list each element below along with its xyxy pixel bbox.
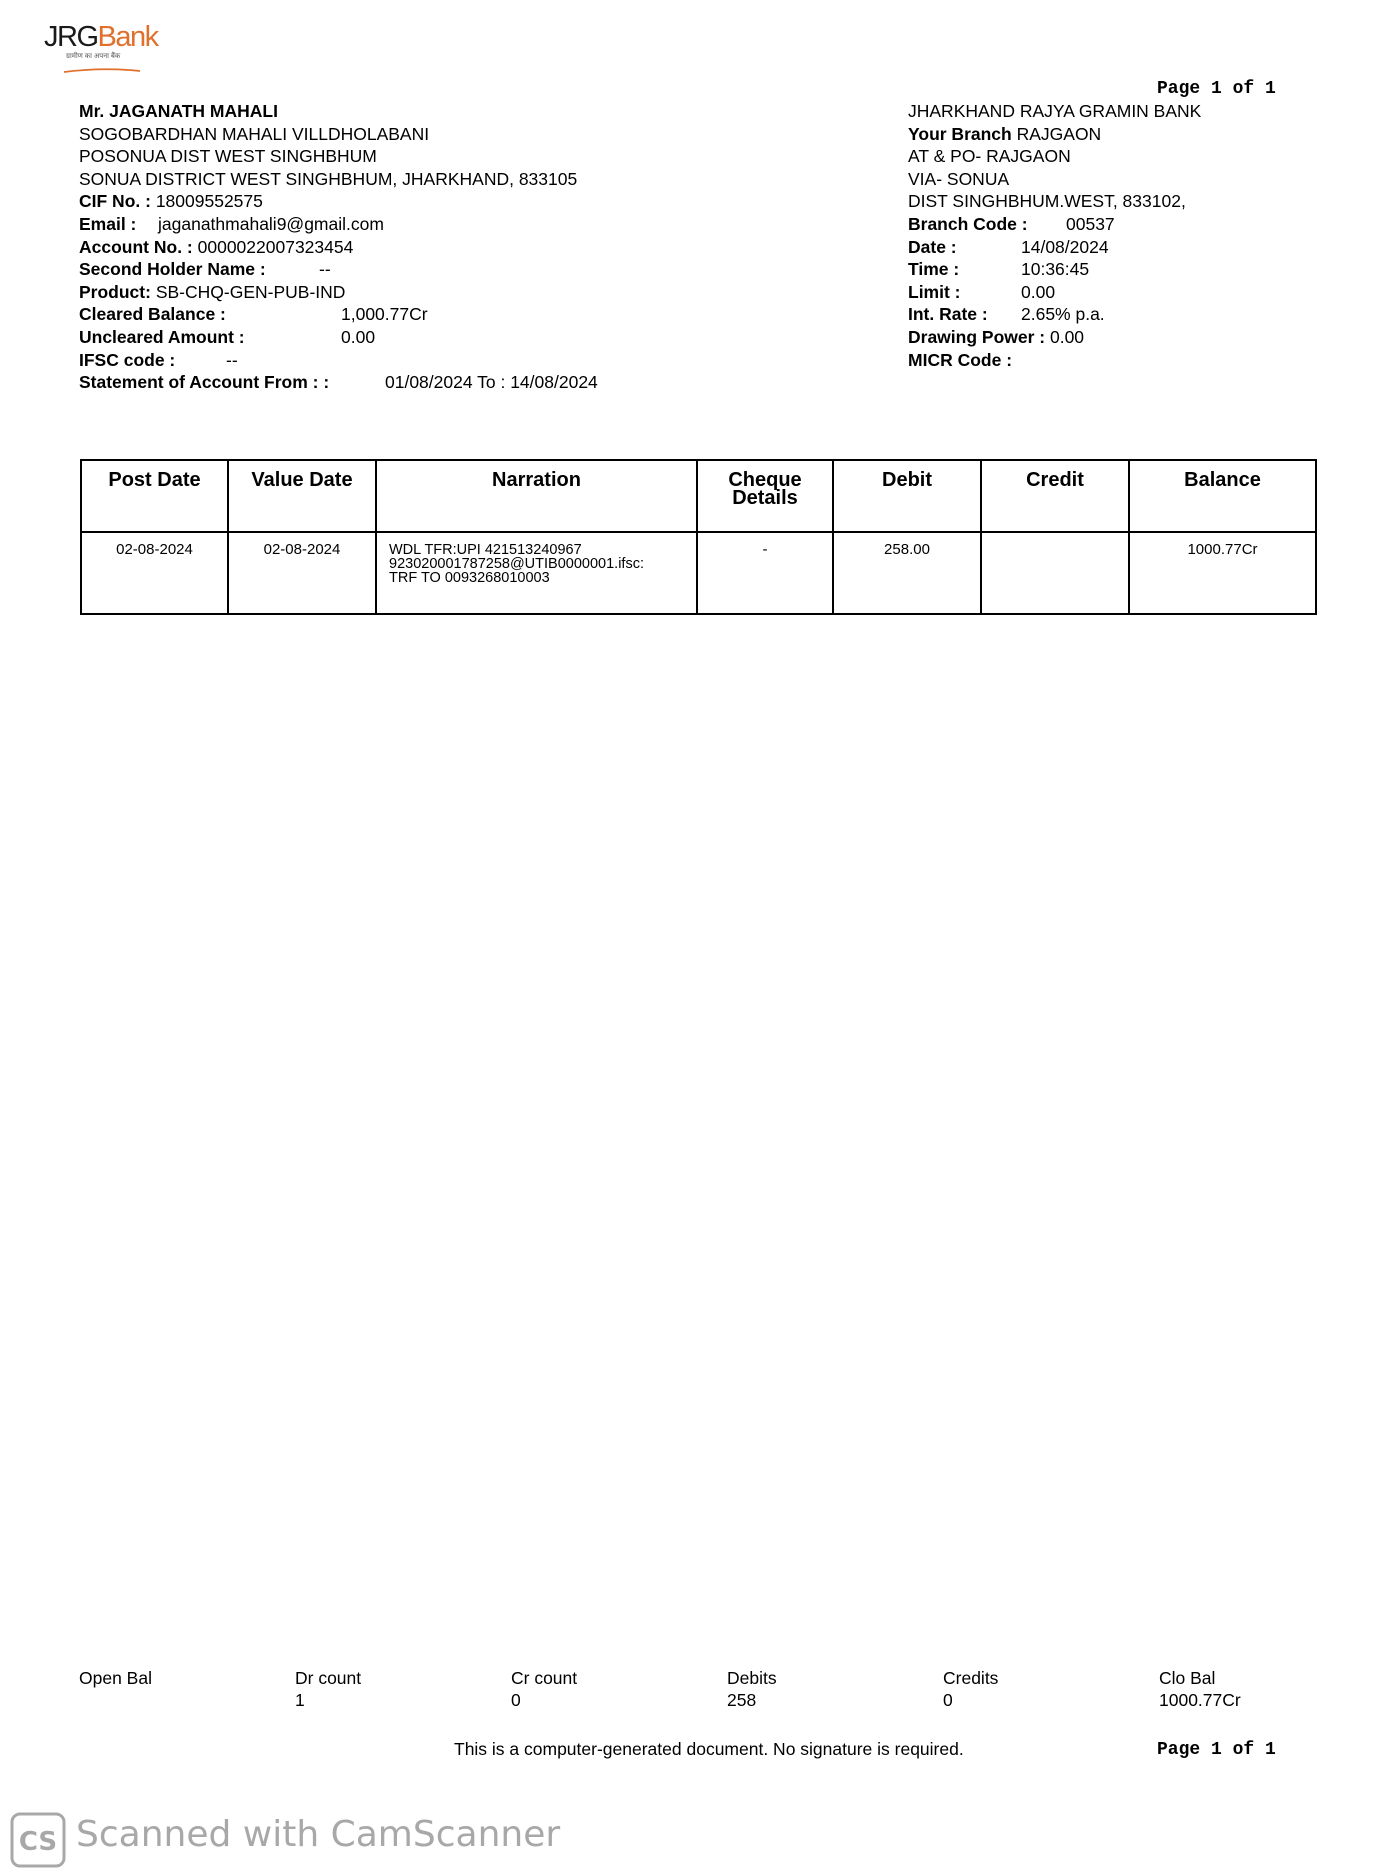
cr-count-value: 0: [511, 1690, 521, 1710]
clo-bal-label: Clo Bal: [1159, 1668, 1216, 1688]
limit-value: 0.00: [1021, 281, 1056, 302]
cell-credit: [981, 532, 1129, 614]
computer-generated-note: This is a computer-generated document. No signature is required.: [454, 1739, 964, 1759]
statement-period-label: Statement of Account From : :: [79, 372, 330, 393]
transactions-table: [80, 459, 1317, 615]
logo-tagline: ग्रामीण का अपना बैंक: [66, 53, 121, 60]
cell-value-date: 02-08-2024: [228, 532, 376, 614]
header-balance: Balance: [1129, 460, 1316, 532]
credits-value: 0: [943, 1690, 953, 1710]
header-debit: Debit: [833, 460, 981, 532]
branch-code-value: 00537: [1066, 213, 1115, 234]
drawing-power-field: Drawing Power : 0.00: [908, 326, 1085, 347]
int-rate-value: 2.65% p.a.: [1021, 304, 1105, 325]
ifsc-label: IFSC code :: [79, 349, 176, 370]
dr-count-label: Dr count: [295, 1668, 362, 1688]
uncleared-amount-value: 0.00: [341, 326, 376, 347]
time-label: Time :: [908, 259, 960, 280]
header-post-date: Post Date: [81, 460, 228, 532]
cell-debit: 258.00: [833, 532, 981, 614]
cleared-balance-value: 1,000.77Cr: [341, 304, 428, 325]
dr-count-value: 1: [295, 1690, 305, 1710]
customer-address-line3: SONUA DISTRICT WEST SINGHBHUM, JHARKHAND, 833105: [79, 168, 578, 189]
your-branch-field: Your Branch RAJGAON: [908, 123, 1102, 144]
branch-address-line3: DIST SINGHBHUM.WEST, 833102,: [908, 191, 1186, 212]
credits-label: Credits: [943, 1668, 999, 1688]
email-label: Email :: [79, 213, 137, 234]
date-value: 14/08/2024: [1021, 236, 1109, 257]
cleared-balance-label: Cleared Balance :: [79, 304, 226, 325]
account-field: Account No. : 0000022007323454: [79, 236, 354, 257]
bank-name: JHARKHAND RAJYA GRAMIN BANK: [908, 101, 1202, 121]
page-number-top: Page 1 of 1: [1157, 79, 1276, 99]
bank-logo: [44, 22, 164, 78]
clo-bal-value: 1000.77Cr: [1159, 1690, 1241, 1710]
customer-name: Mr. JAGANATH MAHALI: [79, 101, 278, 121]
page-number-bottom: Page 1 of 1: [1157, 1740, 1276, 1760]
branch-address-line1: AT & PO- RAJGAON: [908, 146, 1071, 167]
int-rate-label: Int. Rate :: [908, 304, 988, 325]
logo-swoosh-icon: [62, 68, 142, 74]
open-bal-label: Open Bal: [79, 1668, 152, 1688]
customer-address-line2: POSONUA DIST WEST SINGHBHUM: [79, 146, 377, 167]
date-label: Date :: [908, 236, 957, 257]
second-holder-label: Second Holder Name :: [79, 259, 266, 280]
cr-count-label: Cr count: [511, 1668, 578, 1688]
statement-period-value: 01/08/2024 To : 14/08/2024: [385, 372, 598, 393]
camscanner-badge-icon: [10, 1812, 66, 1868]
debits-value: 258: [727, 1690, 757, 1710]
header-credit: Credit: [981, 460, 1129, 532]
ifsc-value: --: [226, 349, 238, 370]
customer-info: [79, 100, 679, 394]
time-value: 10:36:45: [1021, 259, 1090, 280]
branch-code-label: Branch Code :: [908, 213, 1028, 234]
table-row: [81, 532, 1316, 614]
debits-label: Debits: [727, 1668, 777, 1688]
customer-address-line1: SOGOBARDHAN MAHALI VILLDHOLABANI: [79, 123, 430, 144]
logo-wordmark: JRGBank: [44, 21, 158, 53]
table-header-row: [81, 460, 1316, 532]
camscanner-watermark-text: Scanned with CamScanner: [76, 1814, 561, 1855]
svg-text:CS: CS: [18, 1827, 58, 1857]
cell-post-date: 02-08-2024: [81, 532, 228, 614]
cell-cheque: -: [697, 532, 833, 614]
cif-field: CIF No. : 18009552575: [79, 191, 263, 212]
header-narration: Narration: [376, 460, 697, 532]
cell-narration: WDL TFR:UPI 421513240967 923020001787258@UTIB0000001.ifsc: TRF TO 0093268010003: [376, 532, 697, 614]
uncleared-amount-label: Uncleared Amount :: [79, 326, 245, 347]
limit-label: Limit :: [908, 281, 961, 302]
cell-balance: 1000.77Cr: [1129, 532, 1316, 614]
branch-address-line2: VIA- SONUA: [908, 168, 1010, 189]
branch-info: [908, 100, 1328, 371]
header-cheque-details: Cheque Details: [697, 460, 833, 532]
product-field: Product: SB-CHQ-GEN-PUB-IND: [79, 281, 346, 302]
email-value: jaganathmahali9@gmail.com: [158, 213, 384, 234]
header-value-date: Value Date: [228, 460, 376, 532]
camscanner-logo: [10, 1812, 66, 1868]
micr-label: MICR Code :: [908, 349, 1013, 370]
second-holder-value: --: [319, 259, 331, 280]
